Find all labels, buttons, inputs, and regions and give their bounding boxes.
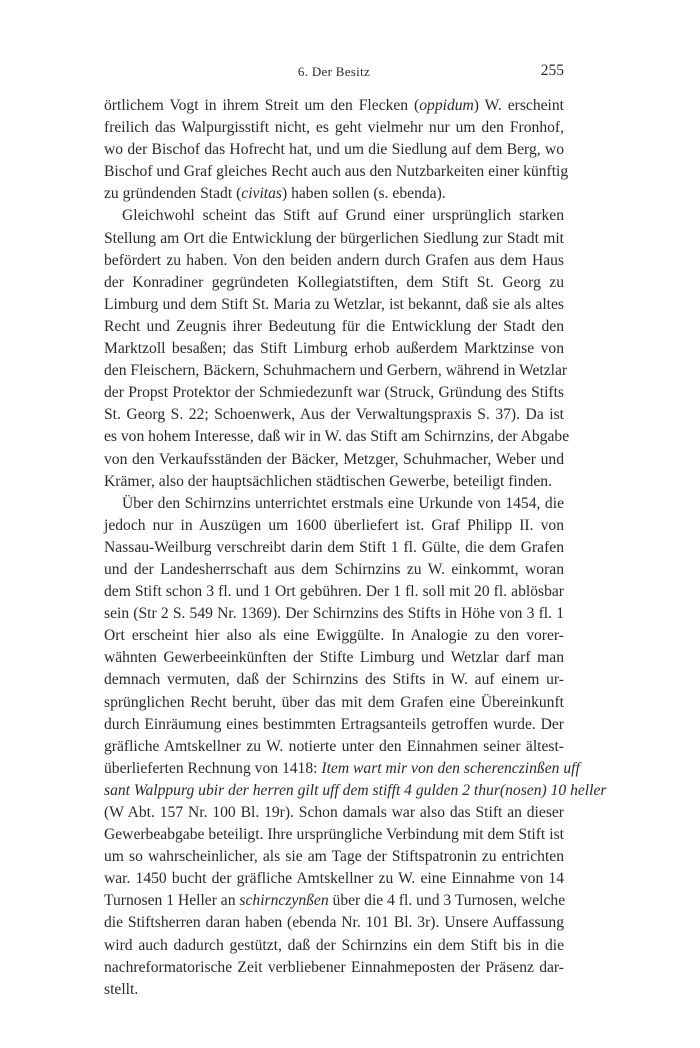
paragraph (104, 493, 607, 1001)
italic-text: civitas (241, 185, 282, 203)
text-run: war. 1450 bucht der gräfliche Amtskellner zu W. eine Einnahme von 14 (104, 870, 564, 888)
paragraph (104, 95, 569, 205)
italic-text: schirnczynßen (239, 892, 329, 910)
text-line (104, 669, 564, 691)
text-line (104, 117, 564, 139)
text-line (104, 846, 564, 868)
text-line (104, 603, 564, 625)
text-line (104, 890, 564, 912)
text-line (104, 537, 564, 559)
text-line (104, 625, 564, 647)
text-run: zu gründenden Stadt ( (104, 185, 242, 203)
text-line (104, 426, 570, 448)
text-line (104, 868, 564, 890)
text-run: Stellung am Ort die Entwicklung der bürgerlichen Siedlung zur Stadt mit (104, 229, 564, 247)
italic-text: sant Walppurg ubir der herren gilt uff dem stifft 4 gulden 2 thur(nosen) 10 heller (104, 781, 607, 799)
text-run: die Stiftsherren daran haben (ebenda Nr. 101 Bl. 3r). Unsere Auffassung (104, 914, 564, 932)
text-line (104, 957, 564, 979)
text-run: gräfliche Amtskellner zu W. notierte unter den Einnahmen seiner ältest- (104, 737, 564, 755)
text-line (104, 647, 564, 669)
page-header (104, 64, 564, 84)
text-line (104, 382, 564, 404)
text-line (104, 228, 564, 250)
text-run: ) W. erscheint (473, 97, 564, 114)
text-line (104, 360, 568, 382)
text-line (104, 559, 564, 581)
text-line (104, 404, 564, 426)
running-head: 6. Der Besitz (297, 64, 371, 79)
text-run: es von hohem Interesse, daß wir in W. das Stift am Schirnzins, der Abgabe (104, 428, 570, 446)
text-run: Gleichwohl scheint das Stift auf Grund einer ursprünglich starken (122, 207, 564, 225)
text-run: freilich das Walpurgisstift nicht, es geht vielmehr nur um den Fronhof, (104, 119, 564, 137)
text-run: Über den Schirnzins unterrichtet erstmals eine Urkunde von 1454, die (122, 494, 564, 512)
page-number: 255 (540, 62, 564, 79)
text-run: der Konradiner gegründeten Kollegiatstiften, dem Stift St. Georg zu (104, 273, 564, 291)
text-run: sprünglichen Recht beruht, über das mit dem Grafen eine Übereinkunft (104, 693, 564, 711)
text-run: Marktzoll besaßen; das Stift Limburg erhob außerdem Marktzinse von (104, 340, 564, 358)
text-run: und der Landesherrschaft aus dem Schirnzins zu W. einkommt, woran (104, 560, 564, 578)
text-line (104, 758, 580, 780)
text-line (104, 95, 564, 117)
text-run: stellt. (104, 980, 139, 998)
text-run: um so wahrscheinlicher, als sie am Tage der Stiftspatronin zu entrichten (104, 848, 564, 866)
text-line (104, 272, 564, 294)
text-run: dem Stift schon 3 fl. und 1 Ort gebühren. Der 1 fl. soll mit 20 fl. ablösbar (104, 583, 564, 601)
text-run: Bischof und Graf gleiches Recht auch aus den Nutzbarkeiten einer künftig (104, 163, 569, 181)
text-run: überlieferten Rechnung von 1418: (104, 759, 322, 777)
text-run: Gewerbeabgabe beteiligt. Ihre ursprüngliche Verbindung mit dem Stift ist (104, 826, 564, 844)
text-run: befördert zu haben. Von den beiden andern durch Grafen aus dem Haus (104, 251, 564, 269)
italic-text: oppidum (419, 97, 474, 114)
italic-text: Item wart mir von den scherenczinßen uff (321, 759, 580, 777)
text-line (104, 581, 564, 603)
text-line (104, 471, 564, 493)
paragraph (104, 205, 570, 492)
text-run: wo der Bischof das Hofrecht hat, und um die Siedlung auf dem Berg, wo (104, 141, 564, 159)
text-line (104, 714, 564, 736)
text-run: von den Verkaufsständen der Bäcker, Metzger, Schuhmacher, Weber und (104, 450, 564, 468)
text-line (104, 780, 607, 802)
text-line (104, 736, 564, 758)
text-line (104, 802, 564, 824)
text-line (104, 139, 564, 161)
text-line (104, 250, 564, 272)
body-text (104, 95, 607, 1001)
text-line (104, 935, 564, 957)
text-run: St. Georg S. 22; Schoenwerk, Aus der Verwaltungspraxis S. 37). Da ist (104, 406, 564, 424)
text-run: durch Einräumung eines bestimmten Ertragsanteils getroffen wurde. Der (104, 715, 564, 733)
text-run: demnach vermuten, daß der Schirnzins des Stifts in W. auf einem ur- (104, 671, 564, 689)
text-line (104, 449, 564, 471)
text-run: sein (Str 2 S. 549 Nr. 1369). Der Schirnzins des Stifts in Höhe von 3 fl. 1 (104, 605, 564, 623)
text-line (104, 294, 564, 316)
text-run: örtlichem Vogt in ihrem Streit um den Flecken ( (104, 97, 420, 114)
text-line (104, 493, 564, 515)
text-run: Limburg und dem Stift St. Maria zu Wetzlar, ist bekannt, daß sie als altes (104, 295, 564, 313)
text-line (104, 692, 564, 714)
text-line (104, 912, 564, 934)
text-run: den Fleischern, Bäckern, Schuhmachern und Gerbern, während in Wetzlar (104, 362, 568, 380)
text-run: jedoch nur in Auszügen um 1600 überliefert ist. Graf Philipp II. von (104, 516, 564, 534)
text-run: Recht und Zeugnis ihrer Bedeutung für die Entwicklung der Stadt den (104, 317, 564, 335)
text-line (104, 515, 564, 537)
text-line (104, 338, 564, 360)
text-run: (W Abt. 157 Nr. 100 Bl. 19r). Schon damals war also das Stift an dieser (104, 804, 564, 821)
text-line (104, 824, 564, 846)
text-run: Ort erscheint hier also als eine Ewiggülte. In Analogie zu den vorer- (104, 627, 564, 645)
text-run: ) haben sollen (s. ebenda). (282, 185, 446, 203)
text-line (104, 316, 564, 338)
text-run: wird auch dadurch gestützt, daß der Schirnzins ein dem Stift bis in die (104, 936, 564, 954)
text-line (104, 161, 569, 183)
text-run: wähnten Gewerbeeinkünften der Stifte Limburg und Wetzlar darf man (104, 649, 564, 667)
text-run: Turnosen 1 Heller an (104, 892, 240, 910)
text-run: nachreformatorische Zeit verbliebener Einnahmeposten der Präsenz dar- (104, 958, 564, 976)
text-line (104, 205, 564, 227)
text-line (104, 979, 564, 1001)
text-run: über die 4 fl. und 3 Turnosen, welche (328, 892, 566, 910)
text-run: der Propst Protektor der Schmiedezunft war (Struck, Gründung des Stifts (104, 384, 564, 402)
text-line (104, 183, 564, 205)
text-run: Nassau-Weilburg verschreibt darin dem Stift 1 fl. Gülte, die dem Grafen (104, 538, 564, 556)
text-run: Krämer, also der hauptsächlichen städtischen Gewerbe, beteiligt finden. (104, 472, 552, 490)
